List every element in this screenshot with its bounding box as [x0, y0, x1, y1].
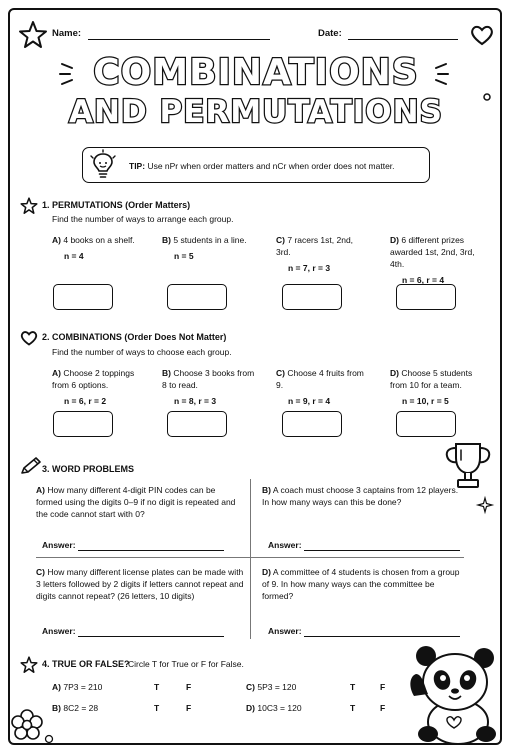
- answer-box[interactable]: [167, 411, 227, 437]
- pencil-icon: [20, 457, 42, 475]
- comb-problem-d: D) Choose 5 students from 10 for a team. n = 10, r = 5: [390, 368, 473, 406]
- flower-icon: [10, 708, 44, 742]
- perm-problem-d: D) 6 different prizes awarded 1st, 2nd, 3rd, 4th. n = 6, r = 4: [390, 235, 475, 285]
- tf-item-b: B) 8C2 = 28: [52, 703, 99, 713]
- word-problem-b: B) A coach must choose 3 captains from 12 players. In how many ways can this be done?: [262, 485, 459, 507]
- answer-line[interactable]: [78, 550, 224, 551]
- answer-label: Answer:: [268, 540, 302, 550]
- word-problem-c: C) How many different license plates can be made with 3 letters followed by 2 digits if letters cannot repeat and digits cannot repeat? (26 letters, 10 digits): [36, 567, 244, 601]
- star-icon: [20, 656, 38, 674]
- answer-box[interactable]: [53, 411, 113, 437]
- answer-line[interactable]: [78, 636, 224, 637]
- perm-problem-c: C) 7 racers 1st, 2nd, 3rd. n = 7, r = 3: [276, 235, 354, 273]
- tf-false-option[interactable]: F: [380, 682, 386, 692]
- divider: [250, 479, 251, 639]
- word-problem-a: A) How many different 4-digit PIN codes can be formed using the digits 0–9 if no digit is repeated and the code cannot start with 0?: [36, 485, 236, 519]
- tf-true-option[interactable]: T: [350, 703, 356, 713]
- comb-problem-a: A) Choose 2 toppings from 6 options. n = 6, r = 2: [52, 368, 135, 406]
- word-problems-heading: 3. WORD PROBLEMS: [42, 464, 135, 474]
- date-field[interactable]: [348, 39, 458, 40]
- lightbulb-icon: [90, 150, 116, 180]
- star-icon: [18, 20, 48, 50]
- answer-label: Answer:: [42, 626, 76, 636]
- word-problem-d: D) A committee of 4 students is chosen from a group of 9. In how many ways can the committee be formed?: [262, 567, 460, 601]
- tf-item-c: C) 5P3 = 120: [246, 682, 297, 692]
- tip-box: [82, 147, 430, 183]
- answer-box[interactable]: [282, 411, 342, 437]
- answer-box[interactable]: [53, 284, 113, 310]
- answer-box[interactable]: [282, 284, 342, 310]
- comb-problem-c: C) Choose 4 fruits from 9. n = 9, r = 4: [276, 368, 364, 406]
- true-false-instruction: Circle T for True or F for False.: [128, 659, 244, 669]
- tf-true-option[interactable]: T: [154, 682, 160, 692]
- panda-icon: [406, 636, 500, 746]
- tf-item-d: D) 10C3 = 120: [246, 703, 302, 713]
- tip-text: Use nPr when order matters and nCr when order does not matter.: [147, 161, 395, 171]
- answer-box[interactable]: [396, 284, 456, 310]
- tf-item-a: A) 7P3 = 210: [52, 682, 103, 692]
- star-icon: [20, 197, 38, 215]
- combinations-instruction: Find the number of ways to choose each group.: [52, 347, 232, 357]
- perm-problem-a: A) 4 books on a shelf. n = 4: [52, 235, 135, 261]
- circle-icon: [44, 734, 54, 744]
- heart-icon: [20, 330, 38, 346]
- comb-problem-b: B) Choose 3 books from 8 to read. n = 8, r = 3: [162, 368, 255, 406]
- combinations-heading: 2. COMBINATIONS (Order Does Not Matter): [42, 332, 227, 342]
- tip-label: TIP:: [129, 161, 146, 171]
- permutations-heading: 1. PERMUTATIONS (Order Matters): [42, 200, 191, 210]
- true-false-heading: 4. TRUE OR FALSE?: [42, 659, 130, 669]
- tf-false-option[interactable]: F: [186, 703, 192, 713]
- answer-box[interactable]: [167, 284, 227, 310]
- heart-icon: [470, 24, 494, 46]
- answer-label: Answer:: [42, 540, 76, 550]
- tf-true-option[interactable]: T: [350, 682, 356, 692]
- tf-false-option[interactable]: F: [380, 703, 386, 713]
- name-label: Name:: [52, 28, 82, 39]
- tf-true-option[interactable]: T: [154, 703, 160, 713]
- page-title-line2: AND PERMUTATIONS: [69, 94, 443, 130]
- sparkle-icon: [478, 498, 492, 512]
- perm-problem-b: B) 5 students in a line. n = 5: [162, 235, 247, 261]
- date-label: Date:: [318, 28, 342, 39]
- answer-label: Answer:: [268, 626, 302, 636]
- permutations-instruction: Find the number of ways to arrange each group.: [52, 214, 234, 224]
- answer-line[interactable]: [304, 550, 460, 551]
- page-title-line1: COMBINATIONS: [93, 52, 419, 93]
- answer-box[interactable]: [396, 411, 456, 437]
- name-field[interactable]: [88, 39, 270, 40]
- tf-false-option[interactable]: F: [186, 682, 192, 692]
